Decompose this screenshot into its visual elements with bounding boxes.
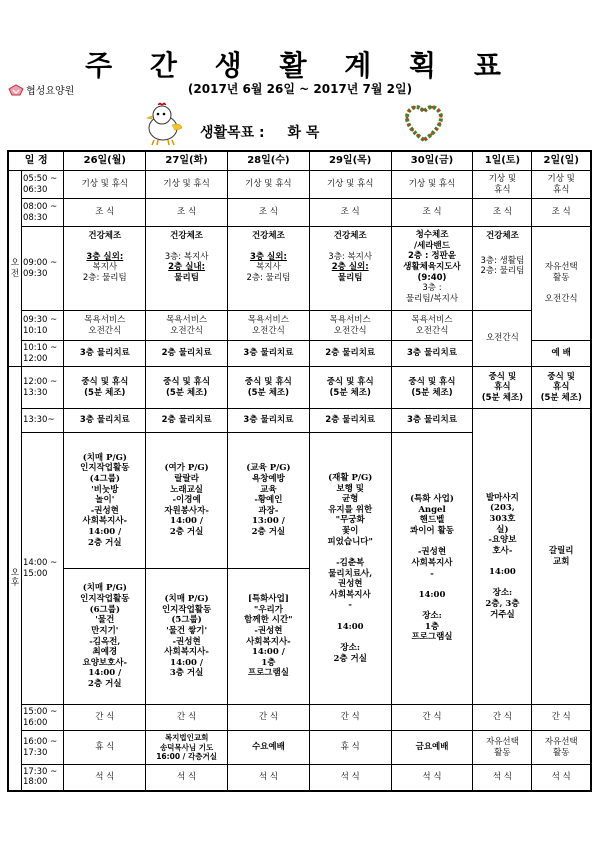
cell-exercise-thu: 건강체조 3층: 복지사 2층 실외: 물리팀	[309, 227, 391, 311]
cell-program-mon-1: (치매 P/G) 인지작업활동 (4그룹) '비눗방 놀이' -권성현 사회복지사- 14:00 / 2층 거실	[64, 433, 146, 569]
time-cell: 12:00 ~ 13:30	[21, 367, 63, 409]
cell: 목욕서비스 오전간식	[228, 311, 310, 341]
cell: 기상 및 휴식	[532, 171, 591, 199]
table-row	[8, 705, 591, 731]
header-day: 28일(수)	[228, 151, 310, 171]
org-name: 협성요양원	[26, 86, 75, 97]
cell-program-tue-1: (여가 P/G) 랄랄라 노래교실 -이경예 자원봉사자- 14:00 / 2층 거실	[146, 433, 228, 569]
page-title: 주 간 생 활 계 획 표	[85, 49, 515, 82]
cell: 목욕서비스 오전간식	[146, 311, 228, 341]
cell: 수요예배	[228, 731, 310, 765]
cell: 2층 물리치료	[309, 341, 391, 367]
cell-program-thu: (재활 P/G) 보행 및 균형 유지를 위한 "무궁화 꽃이 피었습니다" -김춘복 물리치료사, 권성현 사회복지사 - 14:00 장소: 2층 거실	[309, 433, 391, 705]
cell: 휴 식	[64, 731, 146, 765]
cell-exercise-fri: 청수체조 /세라밴드 2층 : 정판윤 생활체육지도사 (9:40) 3층 : 물리팀/복지사	[391, 227, 473, 311]
time-cell: 17:30 ~ 18:00	[21, 765, 63, 791]
cell: 복지법인교회 송덕목사님 기도 16:00 / 각층거실	[146, 731, 228, 765]
cell: 자유선택 활동	[473, 731, 532, 765]
cell: 중식 및 휴식 (5분 체조)	[391, 367, 473, 409]
table-row	[8, 227, 591, 311]
weekly-schedule-table	[7, 150, 592, 792]
cell: 조 식	[146, 199, 228, 227]
table-row	[8, 171, 591, 199]
period-am: 오 전	[8, 171, 21, 367]
time-cell: 10:10 ~ 12:00	[21, 341, 63, 367]
cell: 기상 및 휴식	[473, 171, 532, 199]
cell-program-sat: 발마사지 (203, 303호 실) -요양보 호사- 14:00 장소: 2층, 3층 거주실	[473, 409, 532, 705]
cell: 석 식	[146, 765, 228, 791]
cell-program-wed-2: [특화사업] "우리가 함께한 시간" -권성현 사회복지사- 14:00 / 1층 프로그램실	[228, 569, 310, 705]
cell-exercise-sat: 건강체조 3층: 생활팀 2층: 물리팀	[473, 227, 532, 311]
cell: 2층 물리치료	[146, 341, 228, 367]
cell-program-mon-2: (치매 P/G) 인지작업활동 (6그룹) '물건 만지기' -김옥전, 최예경 요양보호사- 14:00 / 2층 거실	[64, 569, 146, 705]
cell-sun-free: 자유선택 활동 오전간식	[532, 227, 591, 341]
cell: 중식 및 휴식 (5분 체조)	[228, 367, 310, 409]
cell: 석 식	[391, 765, 473, 791]
table-row	[8, 311, 591, 341]
time-cell: 09:30 ~ 10:10	[21, 311, 63, 341]
cell: 조 식	[391, 199, 473, 227]
cell: 2층 물리치료	[309, 409, 391, 433]
cell: 자유선택 활동	[532, 731, 591, 765]
cell: 중식 및 휴식 (5분 체조)	[473, 367, 532, 409]
cell-program-wed-1: (교육 P/G) 욕창예방 교육 -황예인 과장- 13:00 / 2층 거실	[228, 433, 310, 569]
cell: 조 식	[64, 199, 146, 227]
cell-program-fri: (특화 사업) Angel 핸드벨 콰이어 활동 -권성현 사회복지사 - 14:00 장소: 1층 프로그램실	[391, 433, 473, 705]
cell: 석 식	[228, 765, 310, 791]
cell: 3층 물리치료	[391, 341, 473, 367]
cell: 중식 및 휴식 (5분 체조)	[309, 367, 391, 409]
period-pm: 오 후	[8, 367, 21, 791]
cell: 간 식	[391, 705, 473, 731]
cell: 기상 및 휴식	[64, 171, 146, 199]
cell: 오전간식	[473, 311, 532, 367]
cell: 간 식	[146, 705, 228, 731]
cell: 금요예배	[391, 731, 473, 765]
cell: 석 식	[309, 765, 391, 791]
cell: 2층 물리치료	[146, 409, 228, 433]
goal-label: 생활목표 :	[200, 125, 265, 141]
cell: 3층 물리치료	[64, 341, 146, 367]
cell: 목욕서비스 오전간식	[64, 311, 146, 341]
cell-program-sun: 갈릴리 교회	[532, 409, 591, 705]
cell: 기상 및 휴식	[146, 171, 228, 199]
cell-program-tue-2: (치매 P/G) 인지작업활동 (5그룹) '물건 쌓기' -권성현 사회복지사- 14:00 / 3층 거실	[146, 569, 228, 705]
header-day: 2일(일)	[532, 151, 591, 171]
table-row	[8, 409, 591, 433]
cell: 기상 및 휴식	[391, 171, 473, 199]
cell: 석 식	[64, 765, 146, 791]
life-goal	[200, 122, 319, 142]
cell: 휴 식	[309, 731, 391, 765]
time-cell: 08:00 ~ 08:30	[21, 199, 63, 227]
cell-exercise-wed: 건강체조 3층 실외: 복지사 2층: 물리팀	[228, 227, 310, 311]
heart-wreath-icon	[402, 100, 446, 144]
cell: 3층 물리치료	[228, 409, 310, 433]
time-cell: 16:00 ~ 17:30	[21, 731, 63, 765]
header-day: 26일(월)	[64, 151, 146, 171]
cell: 목욕서비스 오전간식	[391, 311, 473, 341]
cell: 기상 및 휴식	[309, 171, 391, 199]
header-row	[8, 151, 591, 171]
table-row	[8, 199, 591, 227]
cell: 목욕서비스 오전간식	[309, 311, 391, 341]
cell: 3층 물리치료	[64, 409, 146, 433]
cell: 3층 물리치료	[391, 409, 473, 433]
time-cell: 05:50 ~ 06:30	[21, 171, 63, 199]
cell-exercise-mon: 건강체조 3층 실외: 복지사 2층: 물리팀	[64, 227, 146, 311]
header-day: 1일(토)	[473, 151, 532, 171]
cell: 석 식	[473, 765, 532, 791]
table-row	[8, 731, 591, 765]
cell-exercise-tue: 건강체조 3층: 복지사 2층 실내: 물리팀	[146, 227, 228, 311]
table-row	[8, 765, 591, 791]
cell: 중식 및 휴식 (5분 체조)	[146, 367, 228, 409]
header-day: 27일(화)	[146, 151, 228, 171]
cell: 3층 물리치료	[228, 341, 310, 367]
cell: 간 식	[309, 705, 391, 731]
time-cell: 15:00 ~ 16:00	[21, 705, 63, 731]
cell: 간 식	[473, 705, 532, 731]
goal-value: 화 목	[287, 125, 320, 141]
cell: 조 식	[228, 199, 310, 227]
time-cell: 09:00 ~ 09:30	[21, 227, 63, 311]
cell: 중식 및 휴식 (5분 체조)	[532, 367, 591, 409]
cell: 중식 및 휴식 (5분 체조)	[64, 367, 146, 409]
cell: 조 식	[309, 199, 391, 227]
cell: 기상 및 휴식	[228, 171, 310, 199]
header-day: 30일(금)	[391, 151, 473, 171]
cell: 석 식	[532, 765, 591, 791]
time-cell: 14:00 ~ 15:00	[21, 433, 63, 705]
header-label: 일 정	[8, 151, 64, 171]
cell: 간 식	[532, 705, 591, 731]
cell: 간 식	[64, 705, 146, 731]
time-cell: 13:30~	[21, 409, 63, 433]
cell: 간 식	[228, 705, 310, 731]
cell: 조 식	[473, 199, 532, 227]
header-day: 29일(목)	[309, 151, 391, 171]
cell: 조 식	[532, 199, 591, 227]
cell: 예 배	[532, 341, 591, 367]
chicken-illustration-icon	[140, 100, 186, 146]
table-row	[8, 367, 591, 409]
date-range: (2017년 6월 26일 ~ 2017년 7월 2일)	[187, 82, 413, 96]
